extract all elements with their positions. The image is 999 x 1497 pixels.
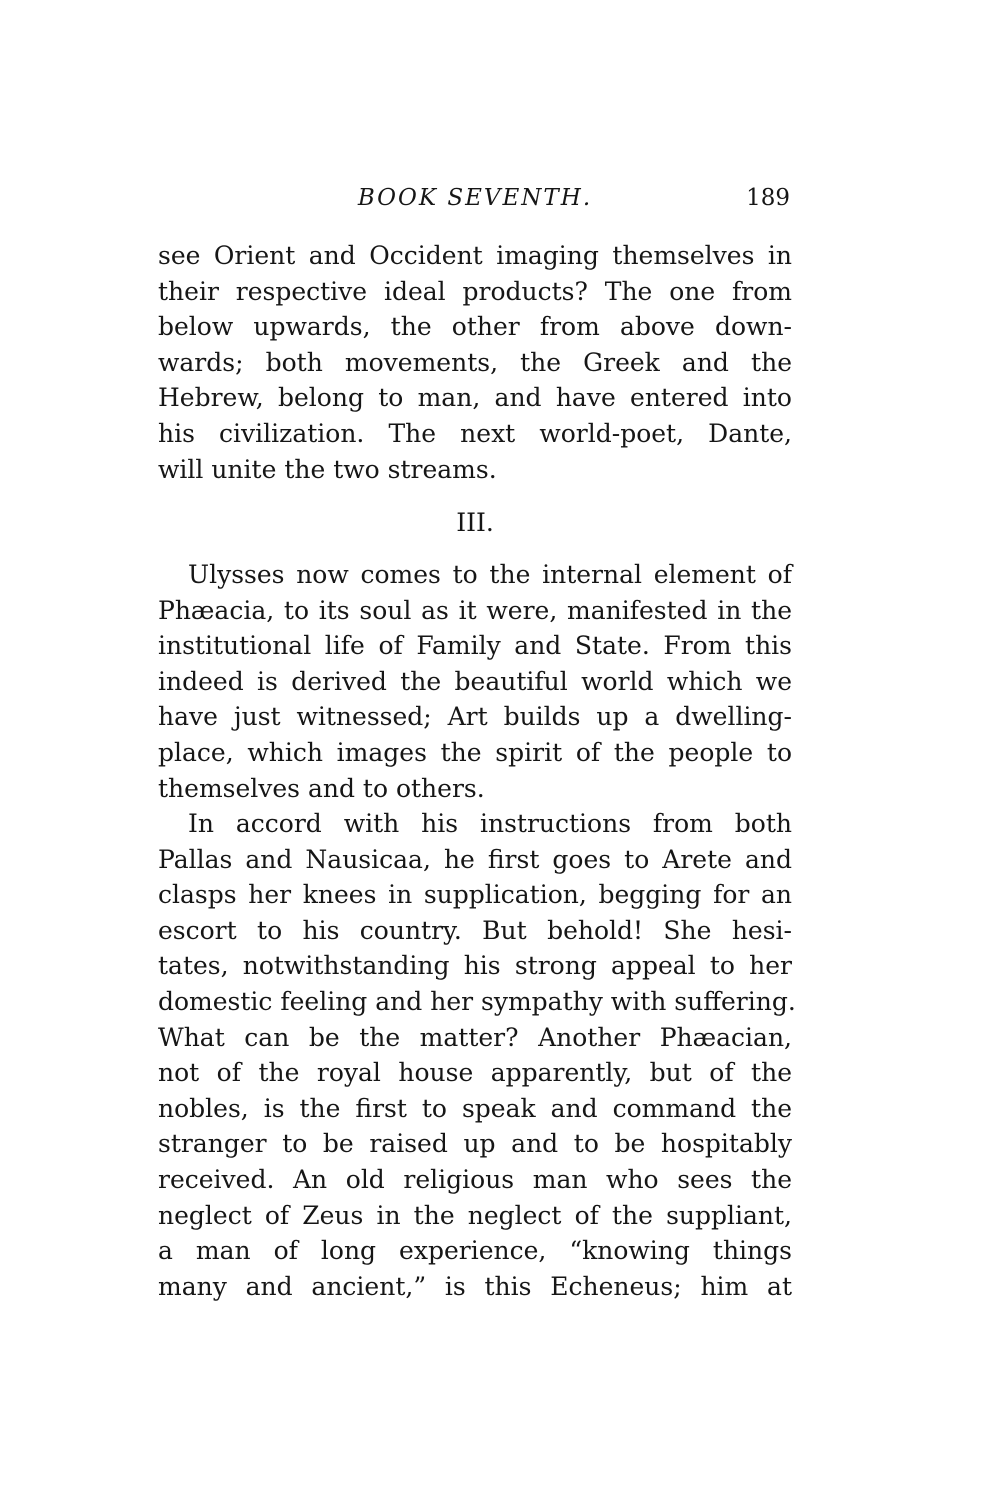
- text-line: escort to his country. But behold! She hesi-: [158, 915, 792, 945]
- text-line: domestic feeling and her sympathy with suffering.: [158, 986, 796, 1016]
- text-line: stranger to be raised up and to be hospitably: [158, 1129, 792, 1159]
- paragraph-accord: [158, 806, 796, 1304]
- text-line: place, which images the spirit of the people to: [158, 737, 792, 767]
- text-line: neglect of Zeus in the neglect of the suppliant,: [158, 1200, 792, 1230]
- page-number: 189: [746, 185, 790, 211]
- text-line: themselves and to others.: [158, 773, 485, 803]
- text-line: a man of long experience, “knowing things: [158, 1236, 792, 1266]
- text-line: nobles, is the first to speak and command the: [158, 1093, 792, 1123]
- book-page: [158, 0, 796, 1497]
- paragraph-ulysses: [158, 557, 792, 806]
- text-line: tates, notwithstanding his strong appeal to her: [158, 951, 792, 981]
- section-heading: III.: [456, 508, 494, 537]
- text-line: received. An old religious man who sees the: [158, 1164, 792, 1194]
- running-head: [158, 180, 792, 216]
- running-title: BOOK SEVENTH.: [357, 185, 593, 211]
- text-line: see Orient and Occident imaging themselves in: [158, 241, 792, 270]
- text-line: below upwards, the other from above down-: [158, 312, 792, 342]
- text-line: wards; both movements, the Greek and the: [158, 347, 792, 377]
- text-line: clasps her knees in supplication, begging for an: [158, 880, 792, 910]
- text-line: his civilization. The next world-poet, Dante,: [158, 418, 792, 448]
- text-line: Pallas and Nausicaa, he first goes to Arete and: [158, 844, 792, 874]
- paragraph-continued: [158, 238, 792, 487]
- text-line: In accord with his instructions from both: [188, 809, 792, 838]
- text-line: Hebrew, belong to man, and have entered into: [158, 383, 792, 413]
- text-line: will unite the two streams.: [158, 454, 497, 484]
- text-line: What can be the matter? Another Phæacian,: [158, 1022, 792, 1052]
- text-line: many and ancient,” is this Echeneus; him at: [158, 1271, 792, 1301]
- text-line: Phæacia, to its soul as it were, manifested in the: [158, 595, 792, 625]
- text-line: institutional life of Family and State. From this: [158, 631, 792, 661]
- text-line: have just witnessed; Art builds up a dwelling-: [158, 702, 792, 732]
- text-line: their respective ideal products? The one from: [158, 276, 792, 306]
- text-line: not of the royal house apparently, but of the: [158, 1058, 792, 1088]
- text-line: Ulysses now comes to the internal element of: [188, 560, 792, 589]
- text-line: indeed is derived the beautiful world which we: [158, 666, 792, 696]
